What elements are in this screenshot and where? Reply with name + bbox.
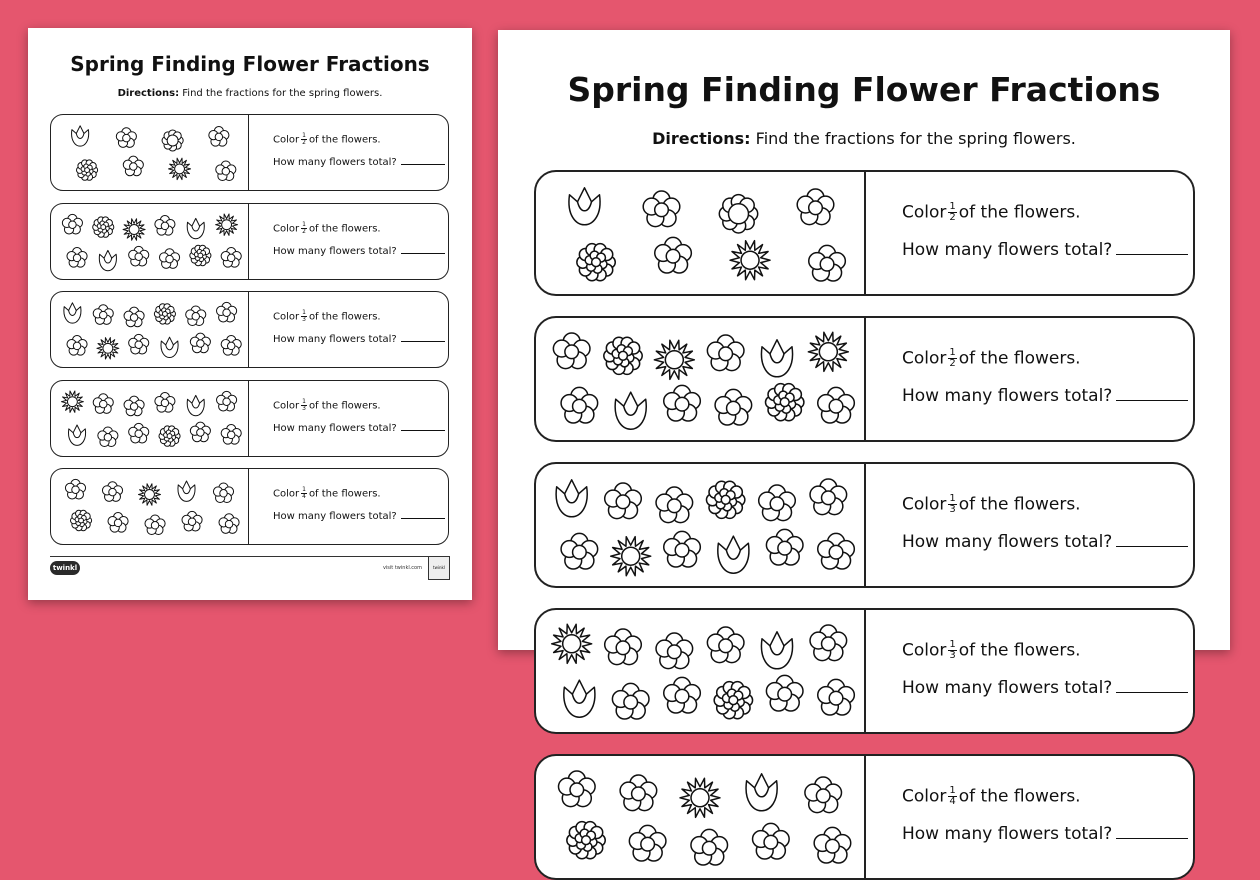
- directions-label: Directions:: [117, 88, 180, 99]
- round-flower-icon: [691, 829, 728, 865]
- color-instruction: [902, 202, 1081, 223]
- answer-blank[interactable]: [401, 253, 445, 254]
- total-question-text: How many flowers total?: [273, 511, 397, 522]
- round-flower-icon: [809, 245, 846, 281]
- total-question-text: How many flowers total?: [902, 678, 1113, 698]
- round-flower-icon: [818, 533, 855, 569]
- color-prefix: Color: [273, 134, 300, 146]
- color-suffix: of the flowers.: [308, 400, 381, 411]
- fraction: [301, 133, 307, 146]
- question-box: [534, 316, 1195, 442]
- fraction-denominator: 3: [302, 316, 306, 323]
- fraction: [301, 487, 307, 500]
- fraction-denominator: 3: [949, 650, 956, 661]
- fraction: [948, 640, 956, 661]
- round-flower-icon: [102, 482, 122, 502]
- round-flower-icon: [219, 514, 239, 534]
- fraction: [948, 494, 956, 515]
- fraction-numerator: 1: [302, 220, 306, 228]
- round-flower-icon: [108, 513, 128, 533]
- flower-group: [536, 318, 864, 442]
- round-flower-icon: [759, 485, 796, 521]
- round-flower-icon: [561, 387, 598, 423]
- total-question: [273, 246, 445, 257]
- round-flower-icon: [814, 827, 851, 863]
- flower-group: [536, 610, 864, 734]
- color-instruction: [273, 222, 381, 235]
- fraction-numerator: 1: [949, 347, 956, 358]
- round-flower-icon: [818, 387, 855, 423]
- total-question: [902, 678, 1188, 698]
- round-flower-icon: [217, 302, 237, 322]
- color-suffix: of the flowers.: [958, 786, 1081, 807]
- tulip-flower-icon: [161, 337, 178, 357]
- tulip-flower-icon: [68, 425, 85, 445]
- tulip-flower-icon: [556, 480, 587, 517]
- box-divider: [864, 172, 866, 294]
- sunflower-flower-icon: [552, 624, 592, 663]
- color-instruction: [273, 133, 381, 146]
- flower-group: [536, 172, 864, 296]
- sunflower-flower-icon: [680, 778, 720, 817]
- round-flower-icon: [129, 246, 149, 266]
- tulip-flower-icon: [72, 126, 89, 146]
- sunflower-flower-icon: [808, 332, 848, 371]
- total-question: [273, 334, 445, 345]
- round-flower-icon: [605, 483, 642, 519]
- fraction-denominator: 2: [302, 139, 306, 146]
- round-flower-icon: [715, 389, 752, 425]
- daisy-flower-icon: [159, 425, 180, 445]
- round-flower-icon: [67, 336, 87, 356]
- sunflower-flower-icon: [61, 390, 83, 411]
- flower-group: [51, 381, 248, 457]
- round-flower-icon: [221, 424, 241, 444]
- round-flower-icon: [656, 633, 693, 669]
- total-question: [273, 423, 445, 434]
- fraction-denominator: 4: [949, 796, 956, 807]
- answer-blank[interactable]: [1116, 400, 1188, 401]
- answer-blank[interactable]: [1116, 692, 1188, 693]
- daisy-flower-icon: [70, 510, 91, 530]
- fraction-numerator: 1: [302, 486, 306, 493]
- fraction: [948, 786, 956, 807]
- round-flower-icon: [707, 335, 744, 371]
- color-prefix: Color: [902, 348, 947, 369]
- round-flower-icon: [643, 191, 680, 227]
- tulip-flower-icon: [178, 481, 195, 501]
- total-question: [902, 386, 1188, 406]
- round-flower-icon: [93, 305, 113, 325]
- directions-line: [498, 129, 1230, 148]
- total-question: [902, 824, 1188, 844]
- round-flower-icon: [190, 422, 210, 442]
- answer-blank[interactable]: [1116, 254, 1188, 255]
- round-flower-icon: [753, 823, 790, 859]
- answer-blank[interactable]: [1116, 546, 1188, 547]
- total-question: [273, 157, 445, 168]
- total-question-text: How many flowers total?: [273, 245, 397, 257]
- color-prefix: Color: [273, 488, 300, 500]
- daisy-flower-icon: [766, 384, 804, 421]
- footer-divider: [50, 556, 450, 557]
- color-suffix: of the flowers.: [308, 223, 381, 234]
- round-flower-icon: [766, 675, 803, 711]
- directions-text: Find the fractions for the spring flowers.: [182, 88, 383, 99]
- color-suffix: of the flowers.: [958, 640, 1081, 661]
- color-suffix: of the flowers.: [958, 202, 1081, 223]
- sunflower-flower-icon: [611, 537, 651, 576]
- box-divider: [248, 469, 249, 544]
- round-flower-icon: [213, 483, 233, 503]
- box-divider: [864, 610, 866, 732]
- round-flower-icon: [65, 479, 85, 499]
- color-prefix: Color: [902, 786, 947, 807]
- color-prefix: Color: [273, 223, 300, 234]
- fraction: [301, 310, 307, 323]
- answer-blank[interactable]: [401, 518, 445, 519]
- daisy-flower-icon: [604, 337, 642, 374]
- fraction-numerator: 1: [949, 639, 956, 650]
- color-prefix: Color: [902, 640, 947, 661]
- round-flower-icon: [116, 128, 136, 148]
- flower-group: [51, 204, 248, 280]
- round-flower-icon: [553, 333, 590, 369]
- round-flower-icon: [123, 156, 143, 176]
- directions-label: Directions:: [652, 129, 751, 148]
- twinkl-logo: twinkl: [50, 561, 80, 575]
- fraction: [301, 222, 307, 235]
- round-flower-icon: [217, 391, 237, 411]
- round-flower-icon: [766, 529, 803, 565]
- question-box: [534, 608, 1195, 734]
- round-flower-icon: [561, 533, 598, 569]
- tulip-flower-icon: [187, 395, 204, 415]
- round-flower-icon: [216, 161, 236, 181]
- flower-group: [51, 469, 248, 545]
- color-instruction: [902, 640, 1081, 661]
- question-box: [534, 754, 1195, 880]
- ruffled-flower-icon: [162, 130, 183, 151]
- question-box: [50, 380, 449, 457]
- round-flower-icon: [818, 679, 855, 715]
- box-divider: [864, 756, 866, 878]
- sunflower-flower-icon: [97, 338, 119, 359]
- color-suffix: of the flowers.: [308, 488, 381, 500]
- fraction-denominator: 2: [302, 227, 306, 235]
- daisy-flower-icon: [77, 160, 98, 180]
- round-flower-icon: [707, 627, 744, 663]
- color-suffix: of the flowers.: [958, 348, 1081, 369]
- total-question-text: How many flowers total?: [902, 240, 1113, 260]
- total-question: [902, 532, 1188, 552]
- total-question-text: How many flowers total?: [273, 157, 397, 168]
- color-suffix: of the flowers.: [308, 134, 381, 146]
- tulip-flower-icon: [746, 774, 777, 811]
- color-prefix: Color: [902, 494, 947, 515]
- box-divider: [248, 292, 249, 367]
- round-flower-icon: [629, 825, 666, 861]
- round-flower-icon: [124, 307, 144, 327]
- total-question-text: How many flowers total?: [902, 532, 1113, 552]
- answer-blank[interactable]: [401, 164, 445, 165]
- round-flower-icon: [155, 215, 175, 235]
- ruffled-flower-icon: [719, 195, 757, 233]
- round-flower-icon: [221, 247, 241, 267]
- sunflower-flower-icon: [169, 158, 191, 179]
- round-flower-icon: [145, 515, 165, 535]
- fraction-denominator: 2: [949, 212, 956, 223]
- fraction: [948, 202, 956, 223]
- round-flower-icon: [655, 237, 692, 273]
- tulip-flower-icon: [718, 536, 749, 573]
- fraction-numerator: 1: [949, 493, 956, 504]
- round-flower-icon: [805, 777, 842, 813]
- fraction-denominator: 3: [949, 504, 956, 515]
- round-flower-icon: [209, 127, 229, 147]
- box-divider: [248, 381, 249, 456]
- color-prefix: Color: [273, 400, 300, 411]
- fraction-numerator: 1: [949, 785, 956, 796]
- question-box: [534, 170, 1195, 296]
- round-flower-icon: [124, 396, 144, 416]
- fraction-numerator: 1: [949, 201, 956, 212]
- sunflower-flower-icon: [139, 484, 161, 505]
- directions-text: Find the fractions for the spring flowers.: [755, 129, 1076, 148]
- round-flower-icon: [93, 393, 113, 413]
- footer-url: visit twinkl.com: [382, 565, 422, 571]
- round-flower-icon: [664, 677, 701, 713]
- round-flower-icon: [559, 771, 596, 807]
- round-flower-icon: [221, 336, 241, 356]
- total-question: [273, 511, 445, 522]
- tulip-flower-icon: [761, 632, 792, 669]
- color-suffix: of the flowers.: [958, 494, 1081, 515]
- daisy-flower-icon: [567, 822, 605, 859]
- box-divider: [864, 464, 866, 586]
- total-question-text: How many flowers total?: [902, 824, 1113, 844]
- round-flower-icon: [98, 426, 118, 446]
- daisy-flower-icon: [577, 244, 615, 281]
- box-divider: [864, 318, 866, 440]
- round-flower-icon: [664, 385, 701, 421]
- round-flower-icon: [186, 306, 206, 326]
- sunflower-flower-icon: [216, 213, 238, 234]
- color-prefix: Color: [902, 202, 947, 223]
- total-question-text: How many flowers total?: [902, 386, 1113, 406]
- round-flower-icon: [810, 625, 847, 661]
- color-instruction: [902, 494, 1081, 515]
- color-instruction: [273, 310, 381, 323]
- fraction-denominator: 3: [302, 404, 306, 412]
- fraction: [301, 399, 307, 412]
- fraction-denominator: 2: [949, 358, 956, 369]
- fraction-numerator: 1: [302, 397, 306, 405]
- color-instruction: [273, 399, 381, 412]
- total-question: [902, 240, 1188, 260]
- round-flower-icon: [620, 775, 657, 811]
- color-instruction: [902, 786, 1081, 807]
- color-instruction: [902, 348, 1081, 369]
- flower-group: [536, 464, 864, 588]
- tulip-flower-icon: [187, 218, 204, 238]
- sunflower-flower-icon: [730, 241, 770, 280]
- round-flower-icon: [182, 511, 202, 531]
- round-flower-icon: [67, 247, 87, 267]
- question-box: [50, 468, 449, 545]
- sunflower-flower-icon: [123, 218, 145, 239]
- worksheet-preview-large: [498, 30, 1230, 844]
- color-suffix: of the flowers.: [308, 311, 381, 323]
- round-flower-icon: [129, 334, 149, 354]
- round-flower-icon: [129, 423, 149, 443]
- total-question-text: How many flowers total?: [273, 334, 397, 345]
- question-box: [50, 291, 449, 368]
- round-flower-icon: [159, 248, 179, 268]
- sunflower-flower-icon: [654, 340, 694, 379]
- tulip-flower-icon: [569, 188, 600, 225]
- daisy-flower-icon: [706, 481, 744, 518]
- fraction-denominator: 4: [302, 493, 306, 500]
- daisy-flower-icon: [190, 245, 211, 265]
- round-flower-icon: [155, 392, 175, 412]
- fraction-numerator: 1: [302, 309, 306, 316]
- color-prefix: Color: [273, 311, 300, 323]
- box-divider: [248, 115, 249, 190]
- round-flower-icon: [612, 683, 649, 719]
- answer-blank[interactable]: [1116, 838, 1188, 839]
- fraction-numerator: 1: [302, 132, 306, 139]
- round-flower-icon: [605, 629, 642, 665]
- tulip-flower-icon: [64, 303, 81, 323]
- flower-group: [51, 292, 248, 368]
- footer-badge: twinkl: [428, 556, 450, 580]
- box-divider: [248, 204, 249, 279]
- round-flower-icon: [62, 214, 82, 234]
- daisy-flower-icon: [154, 304, 175, 324]
- round-flower-icon: [190, 333, 210, 353]
- question-box: [50, 114, 449, 191]
- tulip-flower-icon: [615, 392, 646, 429]
- flower-group: [51, 115, 248, 191]
- flower-group: [536, 756, 864, 880]
- worksheet-title: Spring Finding Flower Fractions: [70, 52, 430, 76]
- tulip-flower-icon: [761, 340, 792, 377]
- answer-blank[interactable]: [401, 341, 445, 342]
- round-flower-icon: [797, 189, 834, 225]
- total-question-text: How many flowers total?: [273, 422, 397, 434]
- worksheet-title: Spring Finding Flower Fractions: [567, 70, 1161, 109]
- worksheet-preview-small: [28, 28, 472, 600]
- fraction: [948, 348, 956, 369]
- round-flower-icon: [664, 531, 701, 567]
- question-box: [50, 203, 449, 280]
- round-flower-icon: [656, 487, 693, 523]
- color-instruction: [273, 487, 381, 500]
- tulip-flower-icon: [564, 680, 595, 717]
- daisy-flower-icon: [93, 216, 114, 236]
- round-flower-icon: [810, 479, 847, 515]
- directions-line: [28, 88, 472, 99]
- tulip-flower-icon: [99, 250, 116, 270]
- question-box: [534, 462, 1195, 588]
- daisy-flower-icon: [714, 682, 752, 719]
- answer-blank[interactable]: [401, 430, 445, 431]
